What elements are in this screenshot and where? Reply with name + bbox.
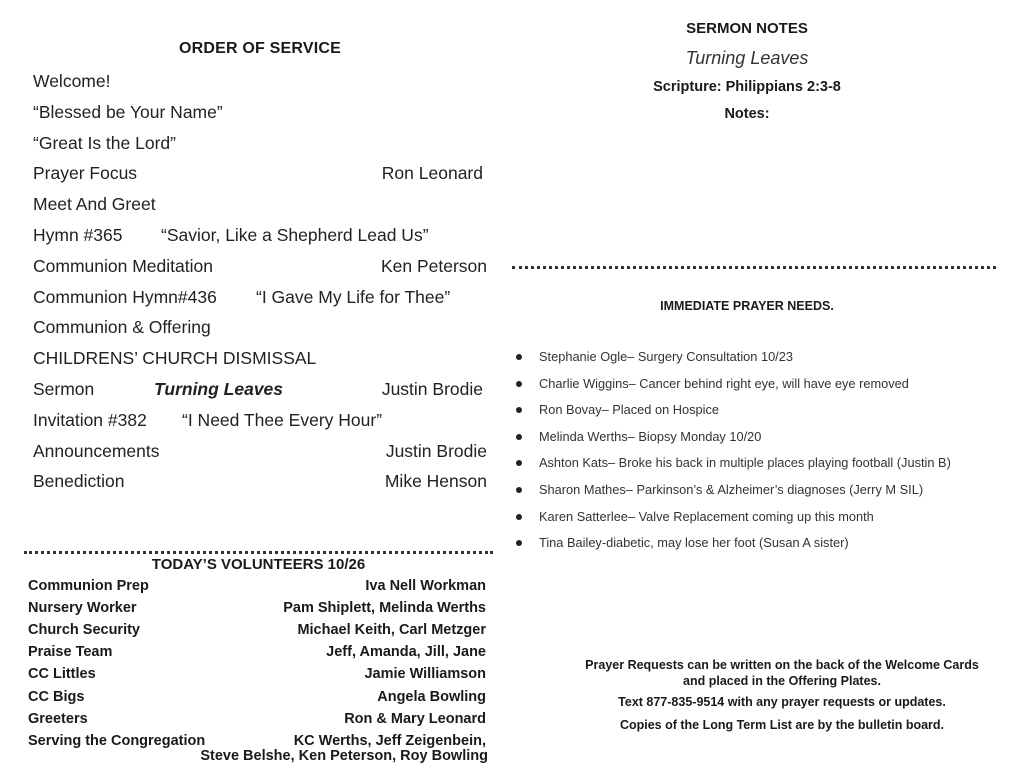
prayer-need-text: Charlie Wiggins– Cancer behind right eye, will have eye removed xyxy=(539,375,909,391)
service-item-name: Prayer Focus xyxy=(33,163,138,184)
prayer-need-text: Melinda Werths– Biopsy Monday 10/20 xyxy=(539,428,762,444)
service-item xyxy=(33,410,493,436)
service-item xyxy=(33,348,493,374)
prayer-need-item xyxy=(516,482,996,509)
service-item xyxy=(33,163,493,189)
service-item-name: Communion Hymn#436 xyxy=(33,286,217,307)
volunteers-continuation: Steve Belshe, Ken Peterson, Roy Bowling xyxy=(200,748,488,764)
volunteer-role: CC Littles xyxy=(28,666,96,683)
volunteer-names: KC Werths, Jeff Zeigenbein, xyxy=(293,732,486,749)
volunteer-names: Angela Bowling xyxy=(377,688,486,705)
service-item xyxy=(33,471,493,497)
prayer-need-item xyxy=(516,455,996,482)
bullet-icon xyxy=(516,354,522,360)
volunteer-row xyxy=(28,622,486,642)
volunteer-names: Jeff, Amanda, Jill, Jane xyxy=(326,644,486,661)
service-item-name: Meet And Greet xyxy=(33,194,156,215)
bullet-icon xyxy=(516,540,522,546)
volunteer-role: CC Bigs xyxy=(28,688,85,705)
service-item-leader: Justin Brodie xyxy=(381,379,483,399)
bullet-icon xyxy=(516,434,522,440)
volunteer-names: Iva Nell Workman xyxy=(365,578,486,594)
service-item xyxy=(33,287,493,313)
hymn-title: “Savior, Like a Shepherd Lead Us” xyxy=(161,225,429,245)
service-item-name: Hymn #365 xyxy=(33,225,123,245)
service-item xyxy=(33,225,493,251)
hymn-title: “I Need Thee Every Hour” xyxy=(182,409,383,430)
service-item-name: “Great Is the Lord” xyxy=(33,132,176,153)
prayer-need-item xyxy=(516,349,996,376)
volunteer-row xyxy=(28,578,486,598)
bullet-icon xyxy=(516,487,522,493)
service-item-leader: Ken Peterson xyxy=(380,255,487,276)
prayer-request-line-2: and placed in the Offering Plates. xyxy=(683,674,881,688)
service-item-name: “Blessed be Your Name” xyxy=(33,101,223,122)
service-item xyxy=(33,71,493,97)
service-item-name: Invitation #382 xyxy=(33,409,147,430)
volunteers-title: TODAY’S VOLUNTEERS 10/26 xyxy=(151,556,366,573)
bullet-icon xyxy=(516,407,522,413)
volunteer-role: Nursery Worker xyxy=(28,600,137,617)
volunteer-row xyxy=(28,644,486,664)
service-item-name: Communion & Offering xyxy=(33,317,211,338)
volunteer-role: Greeters xyxy=(28,710,88,727)
section-divider-left xyxy=(24,551,493,554)
volunteer-role: Communion Prep xyxy=(28,578,149,594)
volunteer-row xyxy=(28,689,486,709)
prayer-need-text: Sharon Mathes– Parkinson’s & Alzheimer’s diagnoses (Jerry M SIL) xyxy=(539,481,924,497)
service-item-name: Benediction xyxy=(33,471,125,492)
service-item xyxy=(33,194,493,220)
order-of-service-title: ORDER OF SERVICE xyxy=(178,40,342,57)
volunteer-role: Praise Team xyxy=(28,644,113,661)
volunteer-row xyxy=(28,666,486,686)
prayer-request-instructions xyxy=(520,657,1015,689)
bullet-icon xyxy=(516,460,522,466)
service-item xyxy=(33,256,493,282)
service-item-name: Sermon xyxy=(33,379,95,399)
volunteer-role: Church Security xyxy=(28,622,140,639)
service-item xyxy=(33,133,493,159)
prayer-need-item xyxy=(516,535,996,562)
prayer-need-text: Tina Bailey-diabetic, may lose her foot (Susan A sister) xyxy=(539,535,849,551)
prayer-needs-list xyxy=(516,349,996,562)
sermon-notes-title: SERMON NOTES xyxy=(686,20,808,37)
service-item xyxy=(33,441,493,467)
service-item-leader: Mike Henson xyxy=(384,471,487,492)
volunteer-role: Serving the Congregation xyxy=(28,732,206,749)
sermon-title: Turning Leaves xyxy=(685,48,809,68)
service-item xyxy=(33,102,493,128)
service-item-name: Announcements xyxy=(33,440,160,461)
service-item-name: Welcome! xyxy=(33,71,111,91)
service-item-name: CHILDRENS’ CHURCH DISMISSAL xyxy=(33,348,317,369)
volunteer-names: Michael Keith, Carl Metzger xyxy=(297,622,486,639)
volunteer-row xyxy=(28,711,486,731)
section-divider-right xyxy=(512,266,996,269)
prayer-need-item xyxy=(516,402,996,429)
service-item-leader: Ron Leonard xyxy=(381,163,483,184)
prayer-need-text: Ashton Kats– Broke his back in multiple places playing football (Justin B) xyxy=(539,455,951,471)
volunteer-names: Pam Shiplett, Melinda Werths xyxy=(283,600,486,617)
prayer-need-text: Karen Satterlee– Valve Replacement coming up this month xyxy=(539,508,874,524)
service-item xyxy=(33,379,493,405)
prayer-needs-title: IMMEDIATE PRAYER NEEDS. xyxy=(660,299,834,313)
scripture-reference: Scripture: Philippians 2:3-8 xyxy=(653,79,841,95)
volunteer-names: Ron & Mary Leonard xyxy=(344,710,486,727)
sermon-title-inline: Turning Leaves xyxy=(154,379,284,399)
hymn-title: “I Gave My Life for Thee” xyxy=(256,286,451,307)
volunteer-row xyxy=(28,600,486,620)
prayer-need-item xyxy=(516,509,996,536)
service-item-leader: Justin Brodie xyxy=(385,440,487,461)
bullet-icon xyxy=(516,514,522,520)
prayer-need-text: Ron Bovay– Placed on Hospice xyxy=(539,402,719,418)
volunteer-names: Jamie Williamson xyxy=(364,666,486,683)
long-term-list-info: Copies of the Long Term List are by the bulletin board. xyxy=(619,718,945,732)
service-item xyxy=(33,317,493,343)
bullet-icon xyxy=(516,381,522,387)
prayer-need-item xyxy=(516,376,996,403)
notes-label: Notes: xyxy=(724,106,770,122)
service-item-name: Communion Meditation xyxy=(33,255,213,276)
prayer-need-text: Stephanie Ogle– Surgery Consultation 10/23 xyxy=(539,349,793,364)
prayer-need-item xyxy=(516,429,996,456)
prayer-request-line-1: Prayer Requests can be written on the back of the Welcome Cards xyxy=(585,658,979,672)
text-line-info: Text 877-835-9514 with any prayer requests or updates. xyxy=(618,695,946,709)
